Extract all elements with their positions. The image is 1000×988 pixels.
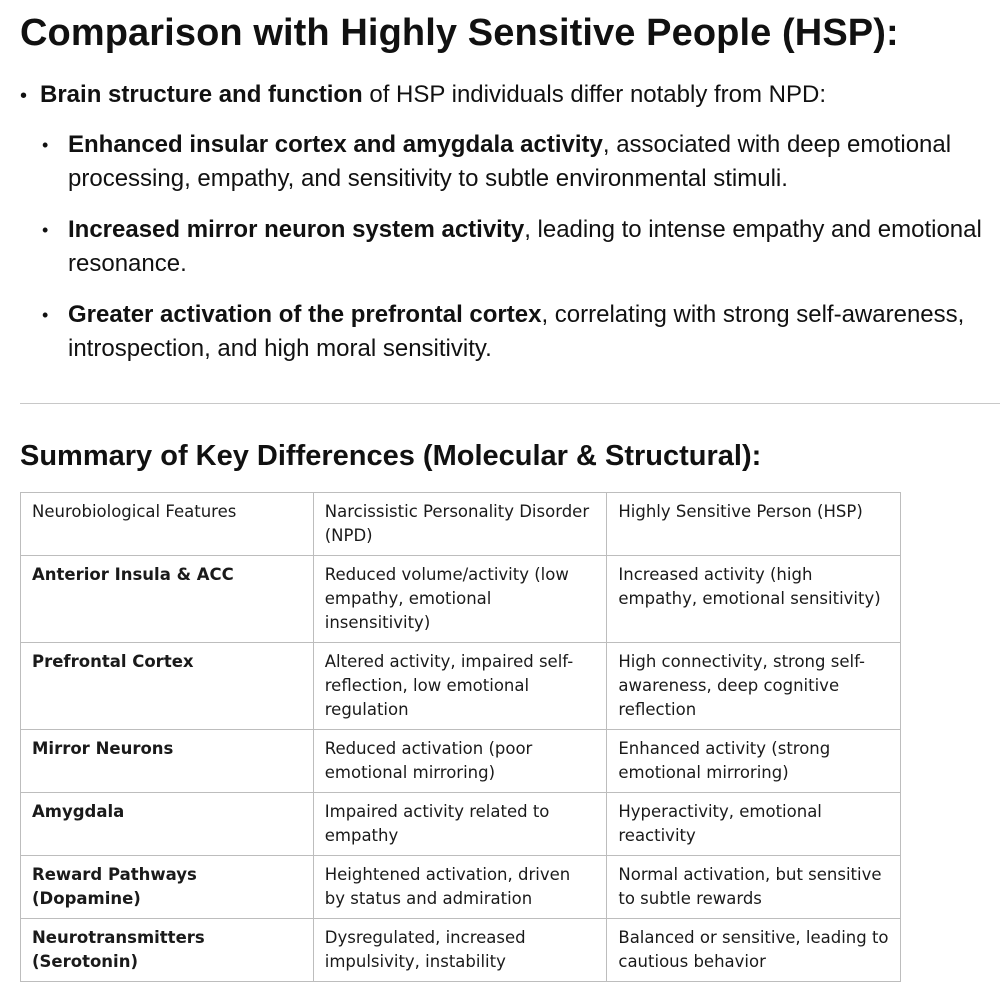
hsp-cell: Increased activity (high empathy, emotional sensitivity) [607,556,901,643]
column-header: Narcissistic Personality Disorder (NPD) [313,493,607,556]
intro-bullet [20,79,826,112]
hsp-cell: Enhanced activity (strong emotional mirroring) [607,730,901,793]
npd-cell: Impaired activity related to empathy [313,793,607,856]
npd-cell: Reduced activation (poor emotional mirroring) [313,730,607,793]
section-divider [20,403,1000,404]
hsp-cell: High connectivity, strong self-awareness, deep cognitive reflection [607,643,901,730]
column-header: Highly Sensitive Person (HSP) [607,493,901,556]
feature-cell: Amygdala [21,793,314,856]
table-row [21,730,901,793]
point-text: , correlating with strong self-awareness, introspection, and high moral sensitivity. [68,301,965,362]
table-row [21,793,901,856]
column-header: Neurobiological Features [21,493,314,556]
point-text: , associated with deep emotional processing, empathy, and sensitivity to subtle environmental stimuli. [68,131,952,192]
npd-cell: Dysregulated, increased impulsivity, instability [313,919,607,982]
list-item [42,128,1000,196]
feature-cell: Neurotransmitters (Serotonin) [21,919,314,982]
point-text: , leading to intense empathy and emotional resonance. [68,216,982,277]
list-item [42,298,1000,366]
feature-cell: Prefrontal Cortex [21,643,314,730]
feature-cell: Reward Pathways (Dopamine) [21,856,314,919]
feature-cell: Mirror Neurons [21,730,314,793]
point-bold: Enhanced insular cortex and amygdala activity [68,131,603,158]
page-title: Comparison with Highly Sensitive People (HSP): [20,12,899,54]
table-row [21,856,901,919]
table-header-row [21,493,901,556]
feature-cell: Anterior Insula & ACC [21,556,314,643]
npd-cell: Altered activity, impaired self-reflection, low emotional regulation [313,643,607,730]
bullet-icon: • [42,305,49,325]
bullet-icon: • [20,85,28,107]
hsp-cell: Balanced or sensitive, leading to cautious behavior [607,919,901,982]
npd-cell: Heightened activation, driven by status and admiration [313,856,607,919]
list-item [42,213,1000,281]
point-bold: Greater activation of the prefrontal cortex [68,301,542,328]
intro-bold: Brain structure and function [40,81,363,108]
table-row [21,643,901,730]
comparison-table [20,492,901,982]
bullet-icon: • [42,220,49,240]
npd-cell: Reduced volume/activity (low empathy, emotional insensitivity) [313,556,607,643]
table-row [21,919,901,982]
table-row [21,556,901,643]
hsp-cell: Hyperactivity, emotional reactivity [607,793,901,856]
point-bold: Increased mirror neuron system activity [68,216,525,243]
bullet-icon: • [42,135,49,155]
hsp-cell: Normal activation, but sensitive to subtle rewards [607,856,901,919]
summary-title: Summary of Key Differences (Molecular & Structural): [20,440,762,472]
intro-text: of HSP individuals differ notably from NPD: [362,81,827,108]
